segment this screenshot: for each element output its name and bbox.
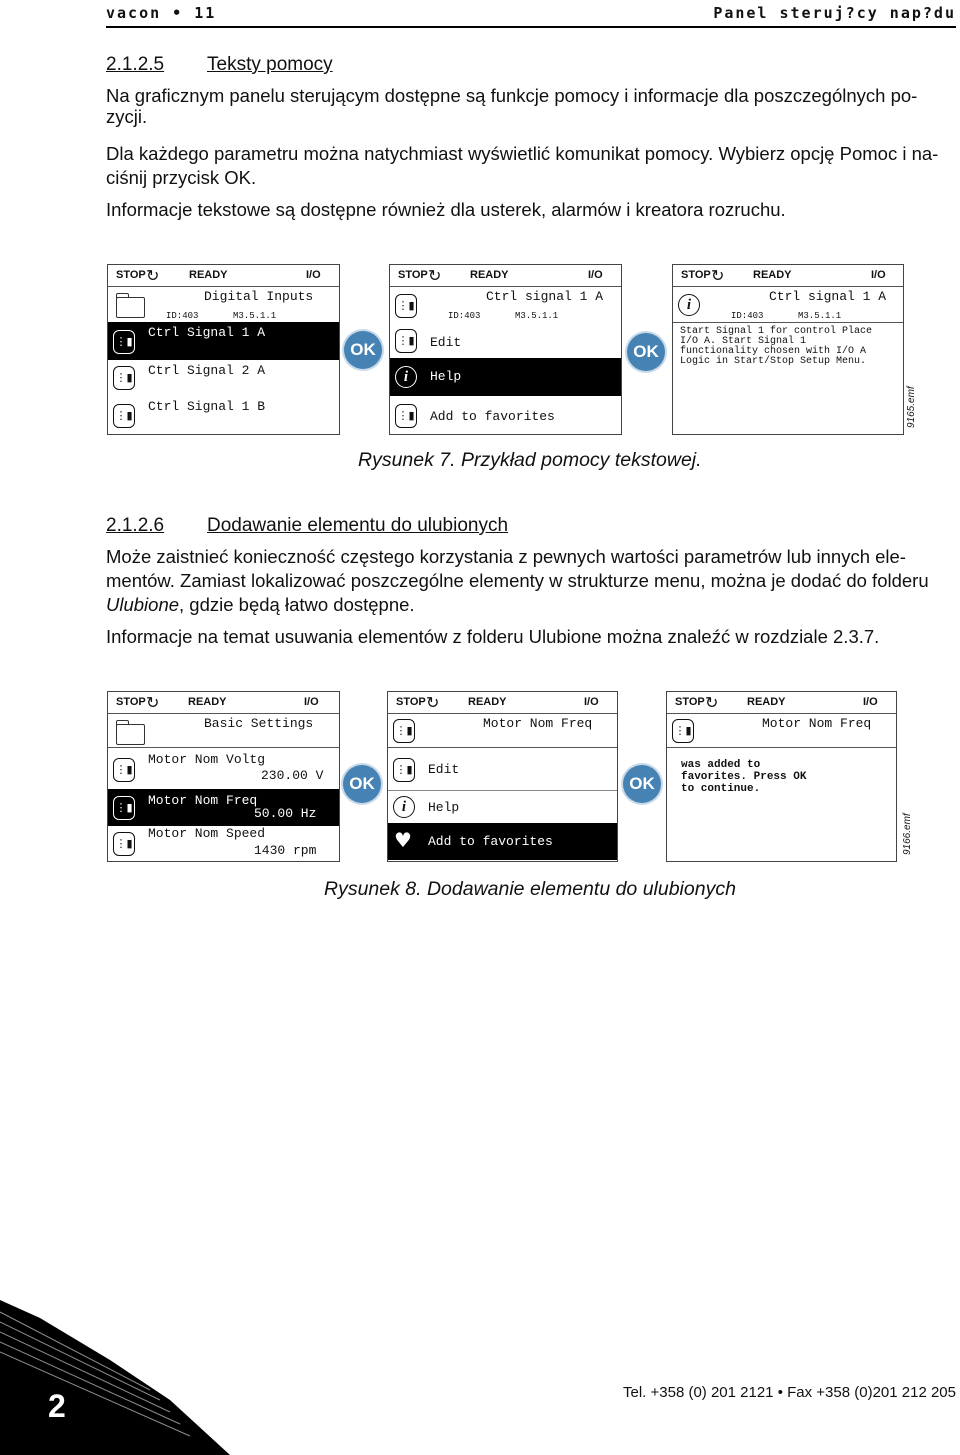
paragraph-5: Informacje na temat usuwania elementów z folderu Ulubione można znaleźć w rozdziale 2.3.7.	[106, 626, 880, 647]
figure-7-caption: Rysunek 7. Przykład pomocy tekstowej.	[358, 449, 702, 471]
status-stop: STOP	[675, 696, 705, 708]
status-ready: READY	[188, 696, 227, 708]
heart-plus-icon: ♥	[394, 828, 412, 852]
list-item-label: Motor Nom Speed	[148, 826, 266, 841]
line: zycji.	[106, 106, 148, 127]
figure-8-caption: Rysunek 8. Dodawanie elementu do ulubionych	[324, 878, 736, 900]
line: mentów. Zamiast lokalizować poszczególne elementy w strukturze menu, można je dodać do folderu	[106, 570, 929, 591]
list-item-label: Motor Nom Freq	[148, 793, 258, 808]
parameter-icon: ⋮▮	[113, 832, 135, 856]
io-parameter-icon: ⋮▮	[113, 404, 135, 428]
parameter-icon: ⋮▮	[113, 796, 135, 820]
line: ciśnij przycisk OK.	[106, 167, 257, 188]
keypad-panel-help-text	[672, 264, 904, 435]
menu-item-help[interactable]	[390, 358, 621, 396]
list-item-value: 1430 rpm	[254, 843, 317, 858]
panel-title: Basic Settings	[204, 716, 314, 731]
section-title: Teksty pomocy	[207, 54, 333, 75]
rotation-icon: ↻	[426, 695, 440, 712]
menu-path: M3.5.1.1	[233, 311, 277, 321]
line	[106, 593, 958, 617]
divider	[667, 747, 896, 748]
list-item-label: Motor Nom Voltg	[148, 752, 266, 767]
status-io: I/O	[588, 269, 603, 281]
panel-title: Ctrl signal 1 A	[486, 289, 604, 304]
list-item[interactable]	[108, 749, 339, 789]
status-bar	[673, 265, 903, 287]
list-item[interactable]	[108, 396, 339, 433]
menu-item-add-to-favorites[interactable]	[390, 396, 621, 433]
paragraph-1	[106, 84, 958, 129]
list-item-value: 50.00 Hz	[254, 806, 317, 821]
menu-item-label: Help	[430, 369, 462, 384]
status-ready: READY	[753, 269, 792, 281]
rotation-icon: ↻	[428, 268, 442, 285]
parameter-id: ID:403	[166, 311, 199, 321]
paragraph-3: Informacje tekstowe są dostępne również dla usterek, alarmów i kreatora rozruchu.	[106, 199, 786, 220]
info-icon: i	[395, 366, 417, 388]
status-io: I/O	[306, 269, 321, 281]
menu-item-label: Add to favorites	[430, 409, 555, 424]
folder-icon	[116, 724, 145, 745]
status-stop: STOP	[681, 269, 711, 281]
status-bar	[667, 692, 896, 714]
menu-item-label: Edit	[428, 762, 460, 777]
help-text: Start Signal 1 for control Place I/O A. Start Signal 1 functionality chosen with I/O A Logic in Start/Stop Setup Menu.	[680, 326, 873, 367]
paragraph-2	[106, 142, 958, 190]
page-number: 2	[48, 1388, 66, 1424]
io-parameter-icon: ⋮▮	[113, 366, 135, 390]
edit-icon: ⋮▮	[395, 329, 417, 353]
ok-button[interactable]: OK	[623, 765, 661, 803]
favorites-icon: ⋮▮	[395, 404, 417, 428]
section-number: 2.1.2.5	[106, 54, 165, 75]
keypad-panel-added-confirmation	[666, 691, 897, 862]
edit-icon: ⋮▮	[393, 758, 415, 782]
header-rule	[106, 26, 956, 28]
menu-item-label: Add to favorites	[428, 834, 553, 849]
parameter-icon: ⋮▮	[393, 719, 415, 743]
section-heading-help	[106, 54, 333, 76]
rotation-icon: ↻	[711, 268, 725, 285]
panel-title: Motor Nom Freq	[483, 716, 593, 731]
status-ready: READY	[189, 269, 228, 281]
list-item-value: 230.00 V	[261, 768, 324, 783]
panel-title: Ctrl signal 1 A	[769, 289, 887, 304]
section-heading-favorites	[106, 515, 508, 537]
divider	[388, 747, 617, 748]
parameter-icon: ⋮▮	[672, 719, 694, 743]
status-io: I/O	[863, 696, 878, 708]
page-corner-graphic	[0, 1300, 240, 1455]
info-icon: i	[678, 294, 700, 316]
status-ready: READY	[470, 269, 509, 281]
io-parameter-icon: ⋮▮	[395, 294, 417, 318]
status-ready: READY	[468, 696, 507, 708]
status-stop: STOP	[116, 696, 146, 708]
menu-item-help[interactable]	[388, 790, 617, 824]
header-right: Panel steruj?cy nap?du	[713, 4, 956, 22]
status-stop: STOP	[396, 696, 426, 708]
ok-button[interactable]: OK	[344, 331, 382, 369]
keypad-panel-ctrl-signal-menu	[389, 264, 622, 435]
confirmation-message: was added to favorites. Press OK to continue.	[681, 759, 807, 795]
status-ready: READY	[747, 696, 786, 708]
status-io: I/O	[871, 269, 886, 281]
panel-title: Digital Inputs	[204, 289, 314, 304]
status-io: I/O	[304, 696, 319, 708]
status-stop: STOP	[398, 269, 428, 281]
panel-title: Motor Nom Freq	[762, 716, 872, 731]
keypad-panel-basic-settings	[107, 691, 340, 862]
menu-item-edit[interactable]	[388, 749, 617, 790]
footer-contact: Tel. +358 (0) 201 2121 • Fax +358 (0)201 212 205	[623, 1384, 956, 1401]
ok-button[interactable]: OK	[627, 333, 665, 371]
status-bar	[108, 692, 339, 714]
emphasis: Ulubione	[106, 594, 180, 615]
list-item[interactable]	[108, 322, 339, 360]
menu-item-label: Help	[428, 800, 460, 815]
line: Na graficznym panelu sterującym dostępne są funkcje pomocy i informacje dla poszczególnych po-	[106, 85, 918, 106]
section-number: 2.1.2.6	[106, 515, 165, 536]
list-item-label: Ctrl Signal 1 A	[148, 325, 266, 340]
keypad-panel-motor-nom-freq-menu	[387, 691, 618, 862]
figure-file-label: 9165.emf	[906, 386, 917, 428]
io-parameter-icon: ⋮▮	[113, 330, 135, 354]
header-left: vacon • 11	[106, 4, 217, 22]
list-item-label: Ctrl Signal 2 A	[148, 363, 266, 378]
menu-item-edit[interactable]	[390, 322, 621, 358]
status-bar	[108, 265, 339, 287]
folder-icon	[116, 297, 145, 318]
menu-item-label: Edit	[430, 335, 462, 350]
status-stop: STOP	[116, 269, 146, 281]
status-bar	[388, 692, 617, 714]
parameter-id: ID:403	[731, 311, 764, 321]
parameter-id: ID:403	[448, 311, 481, 321]
status-bar	[390, 265, 621, 287]
divider	[673, 322, 903, 323]
keypad-panel-digital-inputs	[107, 264, 340, 435]
line-rest: , gdzie będą łatwo dostępne.	[179, 594, 415, 615]
rotation-icon: ↻	[705, 695, 719, 712]
divider	[108, 747, 339, 748]
section-title: Dodawanie elementu do ulubionych	[207, 515, 509, 536]
paragraph-4	[106, 545, 958, 617]
list-item[interactable]	[108, 360, 339, 396]
line: Dla każdego parametru można natychmiast wyświetlić komunikat pomocy. Wybierz opcję Pomoc i na-	[106, 143, 939, 164]
info-icon: i	[393, 796, 415, 818]
list-item[interactable]	[108, 789, 339, 826]
status-io: I/O	[584, 696, 599, 708]
rotation-icon: ↻	[146, 268, 160, 285]
list-item[interactable]	[108, 826, 339, 860]
menu-item-add-to-favorites[interactable]	[388, 823, 617, 860]
ok-button[interactable]: OK	[343, 765, 381, 803]
rotation-icon: ↻	[146, 695, 160, 712]
line: Może zaistnieć konieczność częstego korzystania z pewnych wartości parametrów lub innych ele-	[106, 546, 906, 567]
list-item-label: Ctrl Signal 1 B	[148, 399, 266, 414]
menu-path: M3.5.1.1	[798, 311, 842, 321]
parameter-icon: ⋮▮	[113, 758, 135, 782]
figure-file-label: 9166.emf	[902, 813, 913, 855]
menu-path: M3.5.1.1	[515, 311, 559, 321]
